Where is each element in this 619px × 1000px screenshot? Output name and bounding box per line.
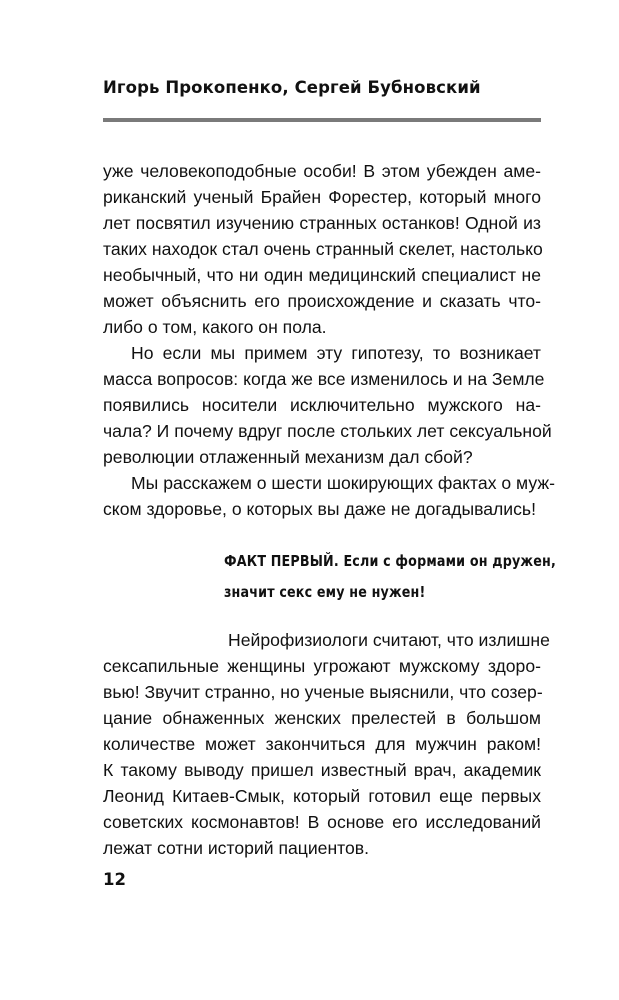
text-line: лежат сотни историй пациентов. [103, 838, 370, 858]
running-header-authors: Игорь Прокопенко, Сергей Бубновский [103, 78, 481, 97]
fact-heading-line: значит секс ему не нужен! [224, 583, 426, 601]
text-line: революции отлаженный механизм дал сбой? [103, 447, 473, 467]
text-line: Леонид Китаев-Смык, который готовил еще первых [103, 786, 541, 806]
text-line: вью! Звучит странно, но ученые выяснили, что созер- [103, 682, 543, 702]
text-line: масса вопросов: когда же все изменилось и на Земле [103, 369, 545, 389]
text-line: может объяснить его происхождение и сказать что- [103, 291, 541, 311]
text-line: либо о том, какого он пола. [103, 317, 327, 337]
text-line: сексапильные женщины угрожают мужскому здоро- [103, 656, 541, 676]
text-line: Нейрофизиологи считают, что излишне [228, 630, 550, 650]
text-line: Мы расскажем о шести шокирующих фактах о муж- [131, 473, 555, 493]
text-line: количестве может закончиться для мужчин раком! [103, 734, 541, 754]
text-line: лет посвятил изучению странных останков! Одной из [103, 213, 541, 233]
text-line: К такому выводу пришел известный врач, академик [103, 760, 541, 780]
text-line: чала? И почему вдруг после стольких лет сексуальной [103, 421, 552, 441]
page-number: 12 [103, 870, 126, 889]
text-line: таких находок стал очень странный скелет, настолько [103, 239, 543, 259]
fact-heading-line: ФАКТ ПЕРВЫЙ. Если с формами он дружен, [224, 552, 556, 570]
text-line: риканский ученый Брайен Форестер, который много [103, 187, 541, 207]
text-line: ском здоровье, о которых вы даже не догадывались! [103, 499, 536, 519]
text-line: появились носители исключительно мужского на- [103, 395, 541, 415]
header-rule [103, 118, 541, 122]
text-line: уже человекоподобные особи! В этом убежден аме- [103, 161, 541, 181]
text-line: цание обнаженных женских прелестей в большом [103, 708, 541, 728]
text-line: необычный, что ни один медицинский специалист не [103, 265, 541, 285]
text-line: Но если мы примем эту гипотезу, то возникает [131, 343, 541, 363]
text-line: советских космонавтов! В основе его исследований [103, 812, 541, 832]
